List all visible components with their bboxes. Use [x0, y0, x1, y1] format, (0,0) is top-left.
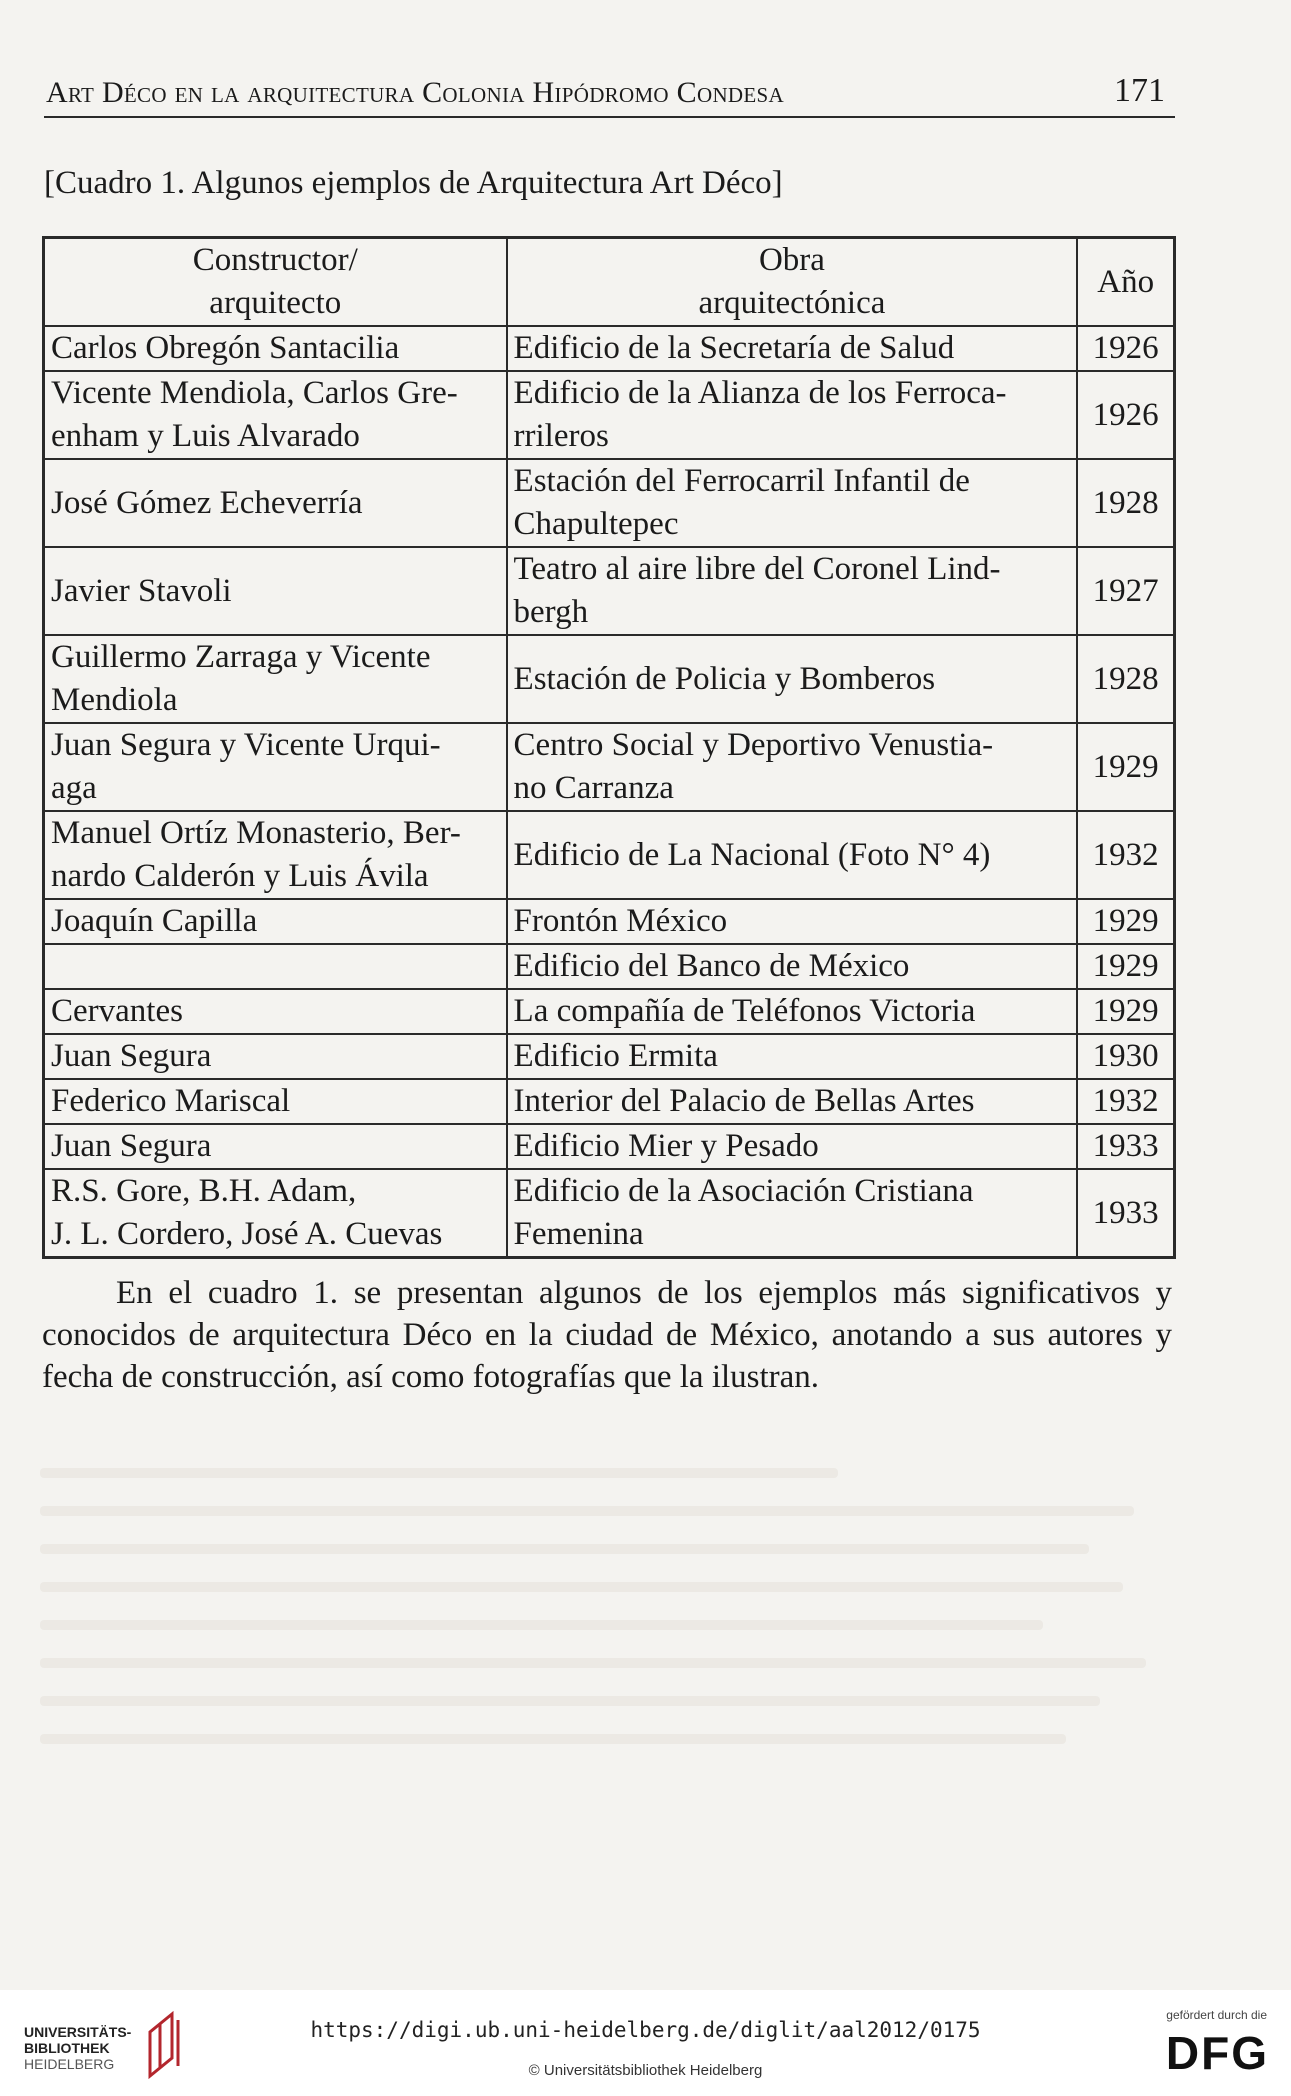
cell-author-line: Cervantes [51, 993, 183, 1029]
cell-work-line: Femenina [513, 1216, 644, 1252]
table-row [44, 944, 1175, 989]
cell-work [507, 1034, 1078, 1079]
cell-work-line: Edificio de la Asociación Cristiana [513, 1173, 974, 1209]
table-row [44, 635, 1175, 723]
cell-year: 1926 [1077, 326, 1174, 371]
page-number: 171 [1114, 72, 1165, 109]
table-body [44, 326, 1175, 1258]
cell-work-line: Edificio de la Secretaría de Salud [513, 330, 955, 366]
header-author-line: arquitecto [209, 285, 342, 321]
cell-year: 1929 [1077, 723, 1174, 811]
cell-work-line: Edificio del Banco de México [513, 948, 910, 984]
table-row [44, 1034, 1175, 1079]
library-name-line: HEIDELBERG [24, 2056, 115, 2072]
cell-work-line: no Carranza [513, 770, 674, 806]
cell-year: 1929 [1077, 989, 1174, 1034]
cell-year: 1932 [1077, 1079, 1174, 1124]
header-work-line: Obra [758, 242, 825, 278]
table-row [44, 326, 1175, 371]
table-row [44, 1079, 1175, 1124]
header-work-line: arquitectónica [698, 285, 886, 321]
cell-work [507, 1124, 1078, 1169]
cell-author-line: Juan Segura [51, 1128, 212, 1164]
cell-work [507, 811, 1078, 899]
digitization-footer [0, 1990, 1291, 2096]
table-row [44, 811, 1175, 899]
cell-year: 1928 [1077, 459, 1174, 547]
cell-work-line: La compañía de Teléfonos Victoria [513, 993, 976, 1029]
cell-author [44, 811, 507, 899]
cell-work [507, 944, 1078, 989]
funding-note: gefördert durch die [1166, 2008, 1267, 2022]
library-name-line: BIBLIOTHEK [24, 2040, 110, 2056]
cell-work [507, 723, 1078, 811]
cell-author [44, 635, 507, 723]
cell-author-line: Javier Stavoli [51, 572, 232, 609]
cell-author-line: R.S. Gore, B.H. Adam, [51, 1173, 357, 1209]
cell-author [44, 989, 507, 1034]
cell-year: 1933 [1077, 1169, 1174, 1258]
cell-author-line: Federico Mariscal [51, 1083, 291, 1119]
cell-year: 1928 [1077, 635, 1174, 723]
cell-author [44, 1124, 507, 1169]
cell-work [507, 1169, 1078, 1258]
source-link[interactable]: https://digi.ub.uni-heidelberg.de/diglit/aal2012/0175 [310, 2018, 981, 2042]
cell-work [507, 989, 1078, 1034]
header-work [507, 238, 1078, 327]
running-title: Art Déco en la arquitectura Colonia Hipódromo Condesa [46, 76, 784, 109]
cell-author [44, 547, 507, 635]
table-row [44, 547, 1175, 635]
table-row [44, 459, 1175, 547]
table-row [44, 1124, 1175, 1169]
cell-author [44, 723, 507, 811]
cell-author-line: Mendiola [51, 682, 178, 718]
cell-year: 1933 [1077, 1124, 1174, 1169]
cell-work-line: Edificio Ermita [513, 1038, 718, 1074]
cell-work-line: bergh [513, 594, 589, 630]
cell-author [44, 1034, 507, 1079]
cell-year: 1929 [1077, 944, 1174, 989]
cell-year: 1932 [1077, 811, 1174, 899]
cell-work-line: Frontón México [513, 903, 728, 939]
cell-work-line: rrileros [513, 418, 609, 454]
cell-year: 1929 [1077, 899, 1174, 944]
cell-author-line: Juan Segura [51, 1038, 212, 1074]
cell-author [44, 944, 507, 989]
table-header-row [44, 238, 1175, 327]
copyright-text: © Universitätsbibliothek Heidelberg [528, 2062, 763, 2079]
header-year: Año [1077, 238, 1174, 327]
table-row [44, 723, 1175, 811]
cell-work-line: Chapultepec [513, 506, 679, 542]
bleed-through-text [40, 1440, 1180, 1880]
cell-author-line: enham y Luis Alvarado [51, 418, 360, 454]
cell-author [44, 899, 507, 944]
architecture-table [42, 236, 1176, 1259]
cell-author [44, 1079, 507, 1124]
table-caption: [Cuadro 1. Algunos ejemplos de Arquitectura Art Déco] [44, 165, 783, 201]
cell-work-line: Edificio Mier y Pesado [513, 1128, 819, 1164]
cell-author-line: aga [51, 770, 97, 806]
cell-author-line: J. L. Cordero, José A. Cuevas [51, 1216, 443, 1252]
cell-author-line: Juan Segura y Vicente Urqui- [51, 727, 441, 763]
cell-work-line: Centro Social y Deportivo Venustia- [513, 727, 994, 763]
cell-author-line: José Gómez Echeverría [51, 484, 363, 521]
cell-author-line: Guillermo Zarraga y Vicente [51, 639, 431, 675]
cell-author [44, 371, 507, 459]
cell-author-line [51, 945, 500, 988]
cell-author [44, 1169, 507, 1258]
dfg-logo: DFG [1165, 2027, 1269, 2079]
cell-work [507, 326, 1078, 371]
library-name-line: UNIVERSITÄTS- [24, 2024, 132, 2040]
cell-author-line: nardo Calderón y Luis Ávila [51, 858, 429, 894]
cell-work [507, 371, 1078, 459]
table-row [44, 1169, 1175, 1258]
table-row [44, 899, 1175, 944]
cell-work-line: Edificio de La Nacional (Foto N° 4) [513, 836, 991, 873]
cell-year: 1930 [1077, 1034, 1174, 1079]
table-row [44, 989, 1175, 1034]
cell-work-line: Teatro al aire libre del Coronel Lind- [513, 551, 1001, 587]
cell-author-line: Joaquín Capilla [51, 903, 258, 939]
cell-work [507, 1079, 1078, 1124]
running-header [44, 72, 1175, 118]
cell-author-line: Manuel Ortíz Monasterio, Ber- [51, 815, 461, 851]
cell-work [507, 459, 1078, 547]
cell-work-line: Edificio de la Alianza de los Ferroca- [513, 375, 1007, 411]
cell-work [507, 635, 1078, 723]
cell-year: 1927 [1077, 547, 1174, 635]
table-row [44, 371, 1175, 459]
header-author-line: Constructor/ [192, 242, 358, 278]
cell-work [507, 899, 1078, 944]
cell-author-line: Vicente Mendiola, Carlos Gre- [51, 375, 458, 411]
header-author [44, 238, 507, 327]
cell-author-line: Carlos Obregón Santacilia [51, 330, 400, 366]
cell-work-line: Estación de Policia y Bomberos [513, 660, 936, 697]
cell-work [507, 547, 1078, 635]
cell-work-line: Estación del Ferrocarril Infantil de [513, 463, 970, 499]
cell-author [44, 326, 507, 371]
cell-author [44, 459, 507, 547]
body-paragraph [42, 1272, 1172, 1398]
paragraph-text: En el cuadro 1. se presentan algunos de los ejemplos más significativos y conocidos de arquitectura Déco en la ciudad de México, anotando a sus autores y fecha de construcción, así como fotografías que la ilustran. [42, 1275, 1172, 1395]
cell-year: 1926 [1077, 371, 1174, 459]
cell-work-line: Interior del Palacio de Bellas Artes [513, 1083, 975, 1119]
